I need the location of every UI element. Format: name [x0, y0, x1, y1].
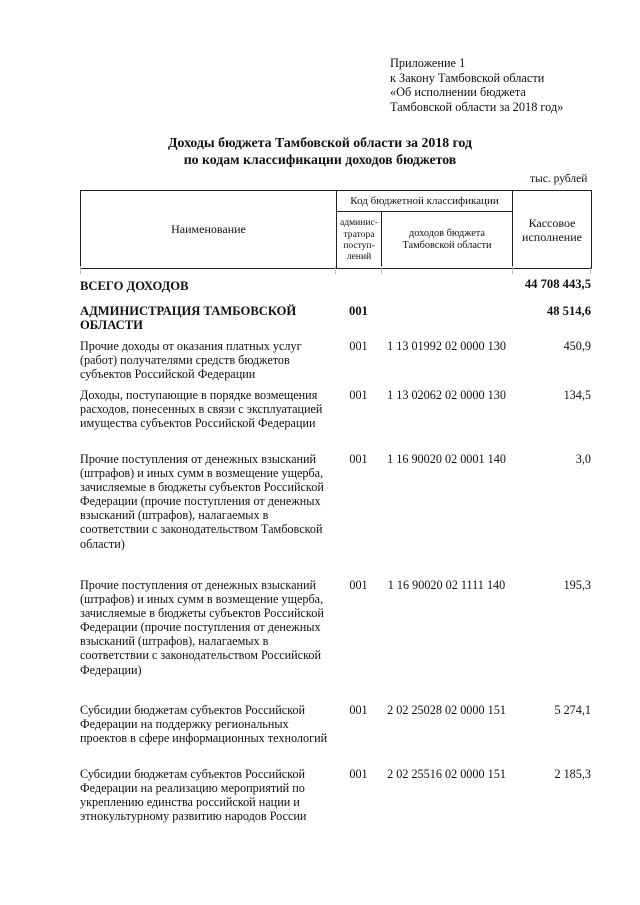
row-admin: 001 [349, 452, 368, 466]
table-row [80, 578, 591, 703]
header-income-label: доходов бюджета Тамбовской области [402, 228, 492, 251]
title-line-1: Доходы бюджета Тамбовской области за 2018 год [168, 135, 472, 150]
row-name: АДМИНИСТРАЦИЯ ТАМБОВСКОЙ ОБЛАСТИ [80, 304, 297, 333]
title-line-2: по кодам классификации доходов бюджетов [183, 152, 457, 167]
col-num-1 [80, 266, 336, 274]
appendix-note: Приложение 1 к Закону Тамбовской области «Об исполнении бюджета Тамбовской области за 2018 год» [390, 56, 564, 114]
table-row [80, 304, 591, 339]
table-row [80, 388, 591, 452]
row-admin: 001 [349, 703, 368, 717]
row-admin: 001 [349, 767, 368, 781]
table-row [80, 452, 591, 578]
row-amount: 195,3 [563, 578, 591, 592]
header-cash [513, 191, 592, 269]
col-num-4 [513, 266, 591, 274]
row-admin: 001 [349, 304, 368, 318]
document-title [0, 134, 640, 168]
row-amount: 5 274,1 [554, 703, 591, 717]
row-amount: 450,9 [563, 339, 591, 353]
row-code: 1 16 90020 02 1111 140 [387, 578, 506, 592]
header-admin-label: админис- тратора поступ- лений [339, 217, 379, 263]
row-name: Субсидии бюджетам субъектов Российской Федерации на реализацию мероприятий по укреплению единства российской нации и этнокультурному развитию народов России [80, 767, 307, 824]
table-header [80, 190, 592, 269]
table-row [80, 767, 591, 831]
row-name: Прочие доходы от оказания платных услуг (работ) получателями средств бюджетов субъектов Российской Федерации [80, 339, 302, 382]
col-num-3 [382, 266, 513, 274]
header-admin [337, 212, 382, 269]
row-admin: 001 [349, 339, 368, 353]
col-num-2 [336, 266, 382, 274]
row-code: 1 16 90020 02 0001 140 [387, 452, 506, 466]
table-row [80, 703, 591, 767]
table-body [80, 279, 591, 831]
row-name: Субсидии бюджетам субъектов Российской Федерации на поддержку региональных проектов в сфере информационных технологий [80, 703, 328, 746]
column-number-row [80, 266, 591, 274]
row-admin: 001 [349, 388, 368, 402]
header-cash-label: Кассовое исполнение [522, 215, 582, 244]
row-amount: 3,0 [575, 452, 591, 466]
header-code-group: Код бюджетной классификации [337, 191, 513, 212]
row-code: 2 02 25516 02 0000 151 [387, 767, 506, 781]
table-row [80, 279, 591, 304]
row-amount: 2 185,3 [554, 767, 591, 781]
row-amount: 44 708 443,5 [524, 277, 591, 291]
row-name: Доходы, поступающие в порядке возмещения расходов, понесенных в связи с эксплуатацией имущества субъектов Российской Федерации [80, 388, 323, 431]
row-admin: 001 [349, 578, 368, 592]
table-row [80, 339, 591, 388]
row-name: ВСЕГО ДОХОДОВ [80, 279, 189, 293]
row-code: 2 02 25028 02 0000 151 [387, 703, 506, 717]
header-name: Наименование [81, 191, 337, 269]
row-name: Прочие поступления от денежных взысканий (штрафов) и иных сумм в возмещение ущерба, зачисляемые в бюджеты субъектов Российской Федерации (прочие поступления от денежных взысканий (штрафов), налагаемых в соответствии с законодательством Российской Федерации) [80, 578, 324, 677]
row-amount: 134,5 [563, 388, 591, 402]
row-name: Прочие поступления от денежных взысканий (штрафов) и иных сумм в возмещение ущерба, зачисляемые в бюджеты субъектов Российской Федерации (прочие поступления от денежных взысканий (штрафов), налагаемых в соответствии с законодательством Тамбовской области) [80, 452, 324, 551]
row-code: 1 13 01992 02 0000 130 [387, 339, 506, 353]
row-code: 1 13 02062 02 0000 130 [387, 388, 506, 402]
units-label: тыс. рублей [530, 173, 588, 185]
row-amount: 48 514,6 [546, 304, 591, 318]
header-income [382, 212, 513, 269]
